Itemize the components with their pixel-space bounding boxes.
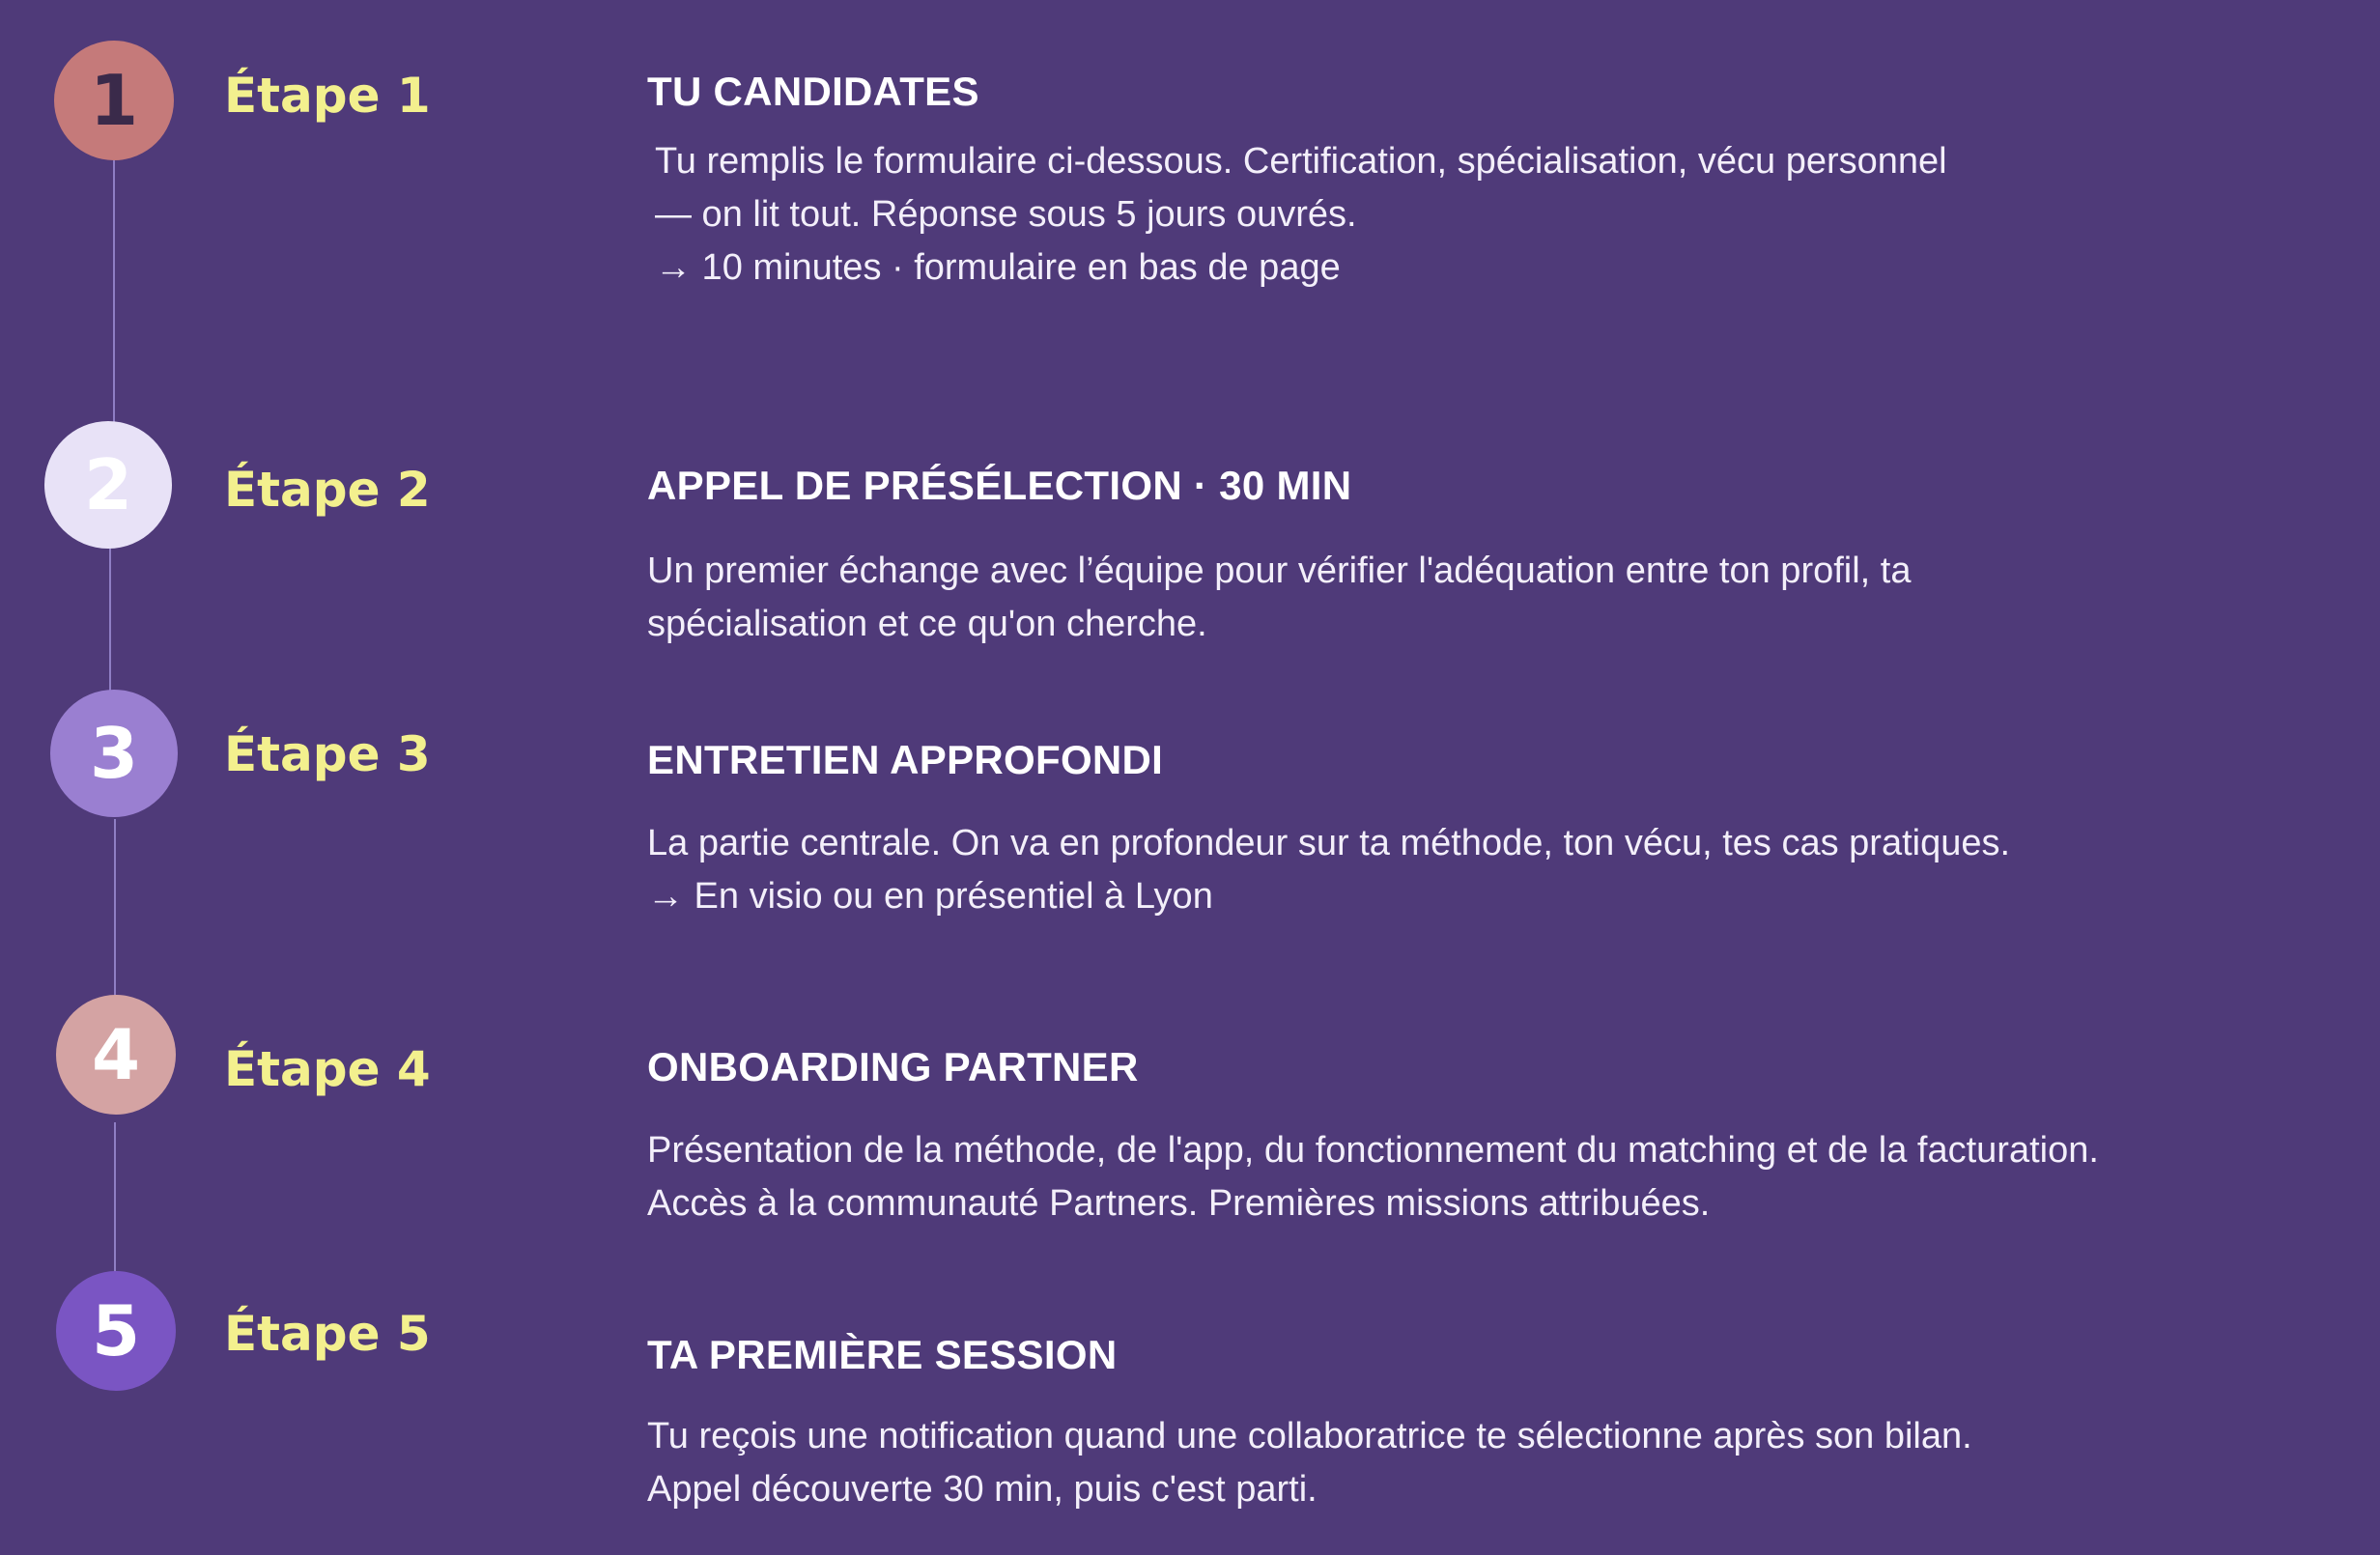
timeline-connector <box>114 1122 116 1273</box>
step-3-desc-line: → En visio ou en présentiel à Lyon <box>647 876 1213 917</box>
step-4-label: Étape 4 <box>224 1041 431 1097</box>
step-3-title: ENTRETIEN APPROFONDI <box>647 737 1164 782</box>
step-3-badge: 3 <box>50 690 178 817</box>
step-1-desc-line: Tu remplis le formulaire ci-dessous. Certification, spécialisation, vécu personnel <box>655 141 1947 182</box>
step-3-desc-line: La partie centrale. On va en profondeur sur ta méthode, ton vécu, tes cas pratiques. <box>647 823 2011 863</box>
step-1-description <box>655 135 1947 295</box>
step-1-desc-line: — on lit tout. Réponse sous 5 jours ouvrés. <box>655 194 1357 235</box>
step-5-label: Étape 5 <box>224 1306 431 1362</box>
step-5-title: TA PREMIÈRE SESSION <box>647 1332 1118 1377</box>
timeline-connector <box>114 819 116 999</box>
step-4-title: ONBOARDING PARTNER <box>647 1044 1139 1089</box>
step-2-label: Étape 2 <box>224 462 431 518</box>
step-5-desc-line: Tu reçois une notification quand une collaboratrice te sélectionne après son bilan. <box>647 1416 1972 1456</box>
step-3-description <box>647 817 2010 923</box>
step-4-description <box>647 1124 2099 1230</box>
step-5-desc-line: Appel découverte 30 min, puis c'est parti. <box>647 1469 1318 1510</box>
step-5-description <box>647 1410 1972 1516</box>
step-4-badge: 4 <box>56 995 176 1115</box>
step-1-label: Étape 1 <box>224 68 431 124</box>
step-1-title: TU CANDIDATES <box>647 69 979 114</box>
step-4-desc-line: Présentation de la méthode, de l'app, du fonctionnement du matching et de la facturation. <box>647 1130 2099 1171</box>
step-5-badge: 5 <box>56 1271 176 1391</box>
step-1-badge: 1 <box>54 41 174 160</box>
step-2-desc-line: spécialisation et ce qu'on cherche. <box>647 604 1207 644</box>
step-4-desc-line: Accès à la communauté Partners. Premières missions attribuées. <box>647 1183 1711 1224</box>
step-3-label: Étape 3 <box>224 726 431 782</box>
step-2-badge: 2 <box>44 421 172 549</box>
step-2-desc-line: Un premier échange avec l’équipe pour vérifier l'adéquation entre ton profil, ta <box>647 551 1912 591</box>
timeline-connector <box>113 160 115 423</box>
step-2-description <box>647 545 1911 651</box>
step-1-desc-line: → 10 minutes · formulaire en bas de page <box>655 247 1341 288</box>
timeline-connector <box>109 547 111 695</box>
step-2-title: APPEL DE PRÉSÉLECTION · 30 MIN <box>647 463 1352 508</box>
